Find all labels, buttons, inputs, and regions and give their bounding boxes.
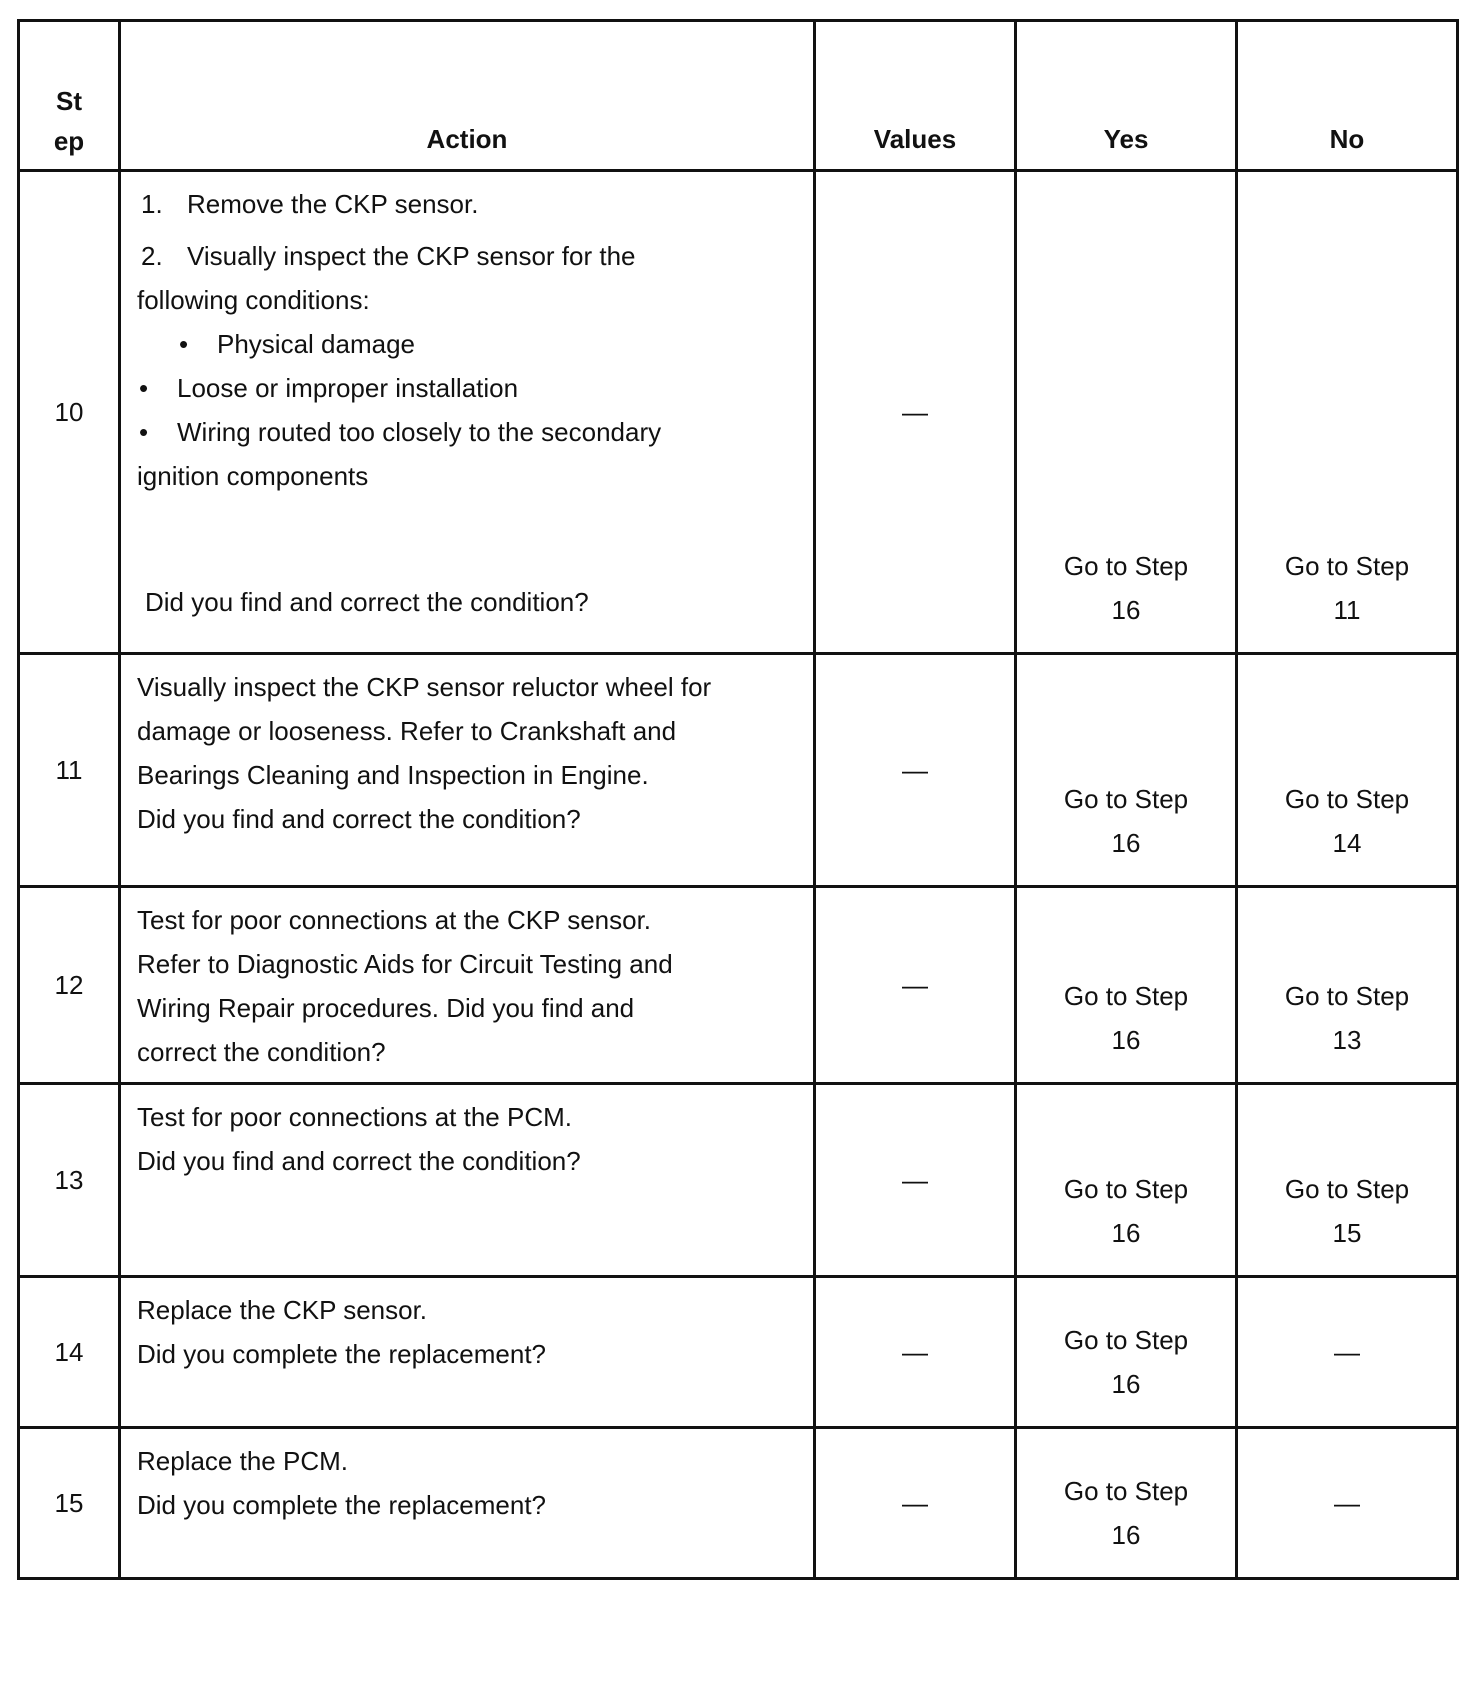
- step-number: 10: [19, 171, 120, 654]
- values-cell: —: [815, 1428, 1016, 1579]
- table-row-step-14: [19, 1277, 1458, 1428]
- action-cell: Test for poor connections at the CKP sensor. Refer to Diagnostic Aids for Circuit Testing and Wiring Repair procedures. Did you find and correct the condition?: [120, 887, 815, 1084]
- no-cell: Go to Step 14: [1237, 654, 1458, 887]
- action-cell: Visually inspect the CKP sensor reluctor wheel for damage or looseness. Refer to Crankshaft and Bearings Cleaning and Inspection in Engine. Did you find and correct the condition?: [120, 654, 815, 887]
- step-number: 11: [19, 654, 120, 887]
- no-cell: —: [1237, 1277, 1458, 1428]
- no-cell: Go to Step 15: [1237, 1084, 1458, 1277]
- action-cell: Replace the PCM. Did you complete the replacement?: [120, 1428, 815, 1579]
- table-row-step-11: [19, 654, 1458, 887]
- values-cell: —: [815, 887, 1016, 1084]
- action-bullet: • Physical damage: [179, 329, 415, 359]
- action-bullet: • Wiring routed too closely to the secondary: [139, 417, 662, 447]
- action-item: 2. Visually inspect the CKP sensor for the: [141, 241, 636, 271]
- header-step: St ep: [19, 21, 120, 171]
- action-item: 1. Remove the CKP sensor.: [141, 189, 479, 219]
- values-cell: —: [815, 171, 1016, 654]
- diagnostic-table-sheet: [17, 19, 1459, 1681]
- table-row-step-12: [19, 887, 1458, 1084]
- action-cell: [120, 171, 815, 654]
- action-question: Did you find and correct the condition?: [145, 587, 589, 617]
- values-cell: —: [815, 1084, 1016, 1277]
- step-number: 14: [19, 1277, 120, 1428]
- step-number: 15: [19, 1428, 120, 1579]
- step-number: 13: [19, 1084, 120, 1277]
- yes-cell: Go to Step 16: [1016, 171, 1237, 654]
- action-bullet-continuation: ignition components: [137, 461, 369, 491]
- action-cell: Replace the CKP sensor. Did you complete the replacement?: [120, 1277, 815, 1428]
- yes-cell: Go to Step 16: [1016, 1428, 1237, 1579]
- yes-cell: Go to Step 16: [1016, 1277, 1237, 1428]
- values-cell: —: [815, 654, 1016, 887]
- yes-cell: Go to Step 16: [1016, 654, 1237, 887]
- table-row-step-13: [19, 1084, 1458, 1277]
- header-action: Action: [120, 21, 815, 171]
- no-cell: Go to Step 13: [1237, 887, 1458, 1084]
- no-cell: Go to Step 11: [1237, 171, 1458, 654]
- step-number: 12: [19, 887, 120, 1084]
- diagnostic-steps-table: [17, 19, 1459, 1580]
- header-no: No: [1237, 21, 1458, 171]
- values-cell: —: [815, 1277, 1016, 1428]
- header-yes: Yes: [1016, 21, 1237, 171]
- action-bullet: • Loose or improper installation: [139, 373, 519, 403]
- yes-cell: Go to Step 16: [1016, 1084, 1237, 1277]
- action-continuation: following conditions:: [137, 285, 370, 315]
- action-cell: Test for poor connections at the PCM. Did you find and correct the condition?: [120, 1084, 815, 1277]
- table-row-step-10: [19, 171, 1458, 654]
- yes-cell: Go to Step 16: [1016, 887, 1237, 1084]
- no-cell: —: [1237, 1428, 1458, 1579]
- table-row-step-15: [19, 1428, 1458, 1579]
- header-values: Values: [815, 21, 1016, 171]
- header-row: [19, 21, 1458, 171]
